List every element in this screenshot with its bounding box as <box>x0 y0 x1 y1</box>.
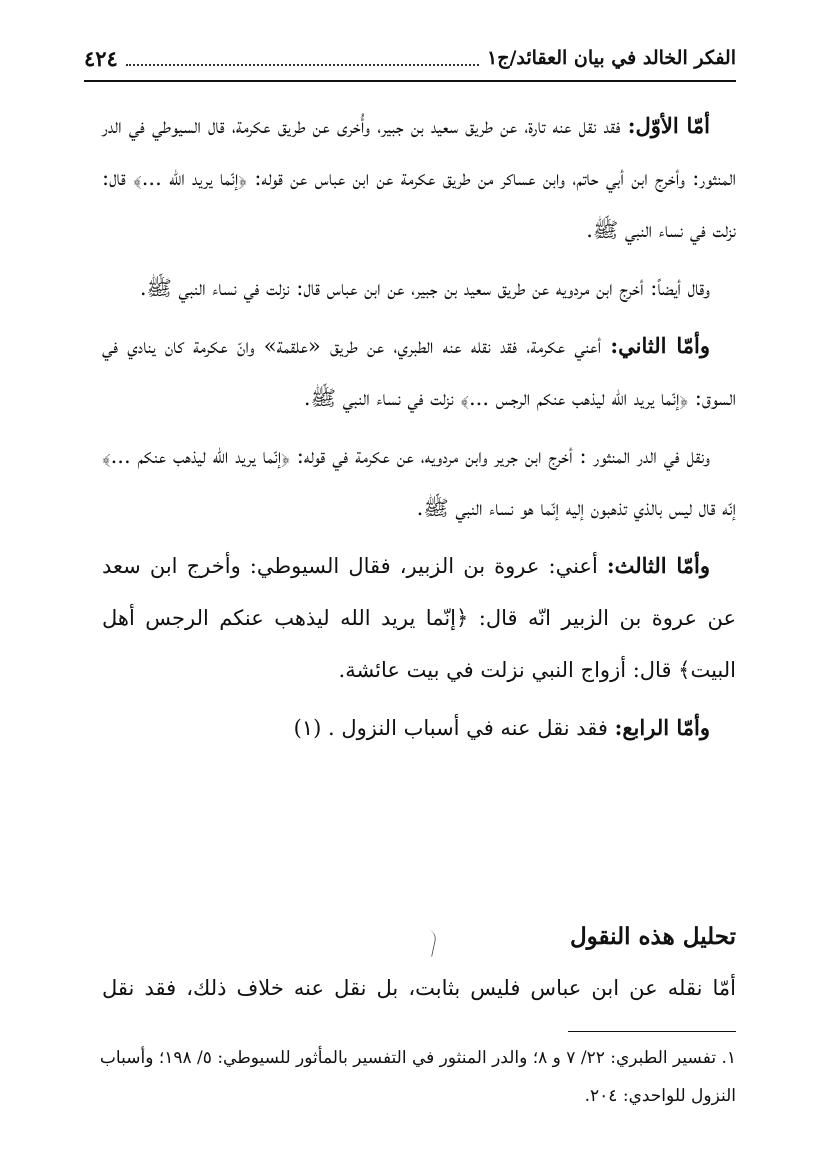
main-text <box>102 100 736 760</box>
paragraph-text: ونقل في الدر المنثور : أخرج ابن جرير وابن مردويه، عن عكرمة في قوله: ﴿إنّما يريد الله ليذهب عنكم ...﴾ إنّه قال ليس بالذي تذهبون إليه إنّما هو نساء النبي ﷺ. <box>102 444 736 520</box>
paragraph-lead: أمّا الأوّل: <box>627 113 710 138</box>
header-rule <box>84 80 736 82</box>
paragraph-text: فقد نقل عنه في أسباب النزول . (١) <box>293 716 608 740</box>
continuing-text: أمّا نقله عن ابن عباس فليس بثابت، بل نقل عنه خلاف ذلك، فقد نقل <box>102 976 736 1000</box>
paragraph-fourth <box>102 430 736 534</box>
page-header <box>84 42 736 74</box>
paragraph-text: وقال أيضاً: أخرج ابن مردويه عن طريق سعيد بن جبير، عن ابن عباس قال: نزلت في نساء النبي ﷺ. <box>139 276 710 300</box>
footnote: ١. تفسير الطبري: ٢٢/ ٧ و ٨؛ والدر المنثور في التفسير بالمأثور للسيوطي: ٥/ ١٩٨؛ وأسباب النزول للواحدي: ٢٠٤. <box>99 1048 736 1106</box>
paragraph-sixth <box>102 702 736 754</box>
paragraph-lead: وأمّا الرابع: <box>614 715 710 740</box>
footnote-rule <box>568 1031 736 1032</box>
paragraph-second <box>102 262 736 314</box>
paragraph-text: فقد نقل عنه تارة، عن طريق سعيد بن جبير، وأُخرى عن طريق عكرمة، قال السيوطي في الدر المنثور: وأخرج ابن أبي حاتم، وابن عساكر من طريق عكرمة عن ابن عباس عن قوله: ﴿إنّما يريد الله ...﴾ قال: نزلت في نساء النبي ﷺ. <box>102 114 736 242</box>
paragraph-fifth <box>102 540 736 696</box>
page-number: ٤٢٤ <box>84 45 118 71</box>
paragraph-lead: وأمّا الثالث: <box>606 553 710 578</box>
paragraph-text: أعني عكرمة، فقد نقله عنه الطبري، عن طريق «علقمة» وانّ عكرمة كان ينادي في السوق: ﴿إنّما يريد الله ليذهب عنكم الرجس ...﴾ نزلت في نساء النبي ﷺ. <box>102 334 736 410</box>
dotted-leader <box>126 50 479 66</box>
paragraph-third <box>102 320 736 424</box>
paragraph-first <box>102 100 736 256</box>
section-heading: تحليل هذه النقول <box>569 923 736 950</box>
running-title: الفكر الخالد في بيان العقائد/ج١ <box>487 47 736 69</box>
paragraph-lead: وأمّا الثاني: <box>610 333 710 358</box>
paragraph-text: أعني: عروة بن الزبير، فقال السيوطي: وأخرج ابن سعد عن عروة بن الزبير انّه قال: ﴿إنّما يريد الله ليذهب عنكم الرجس أهل البيت﴾ قال: أزواج النبي نزلت في بيت عائشة. <box>102 554 736 682</box>
